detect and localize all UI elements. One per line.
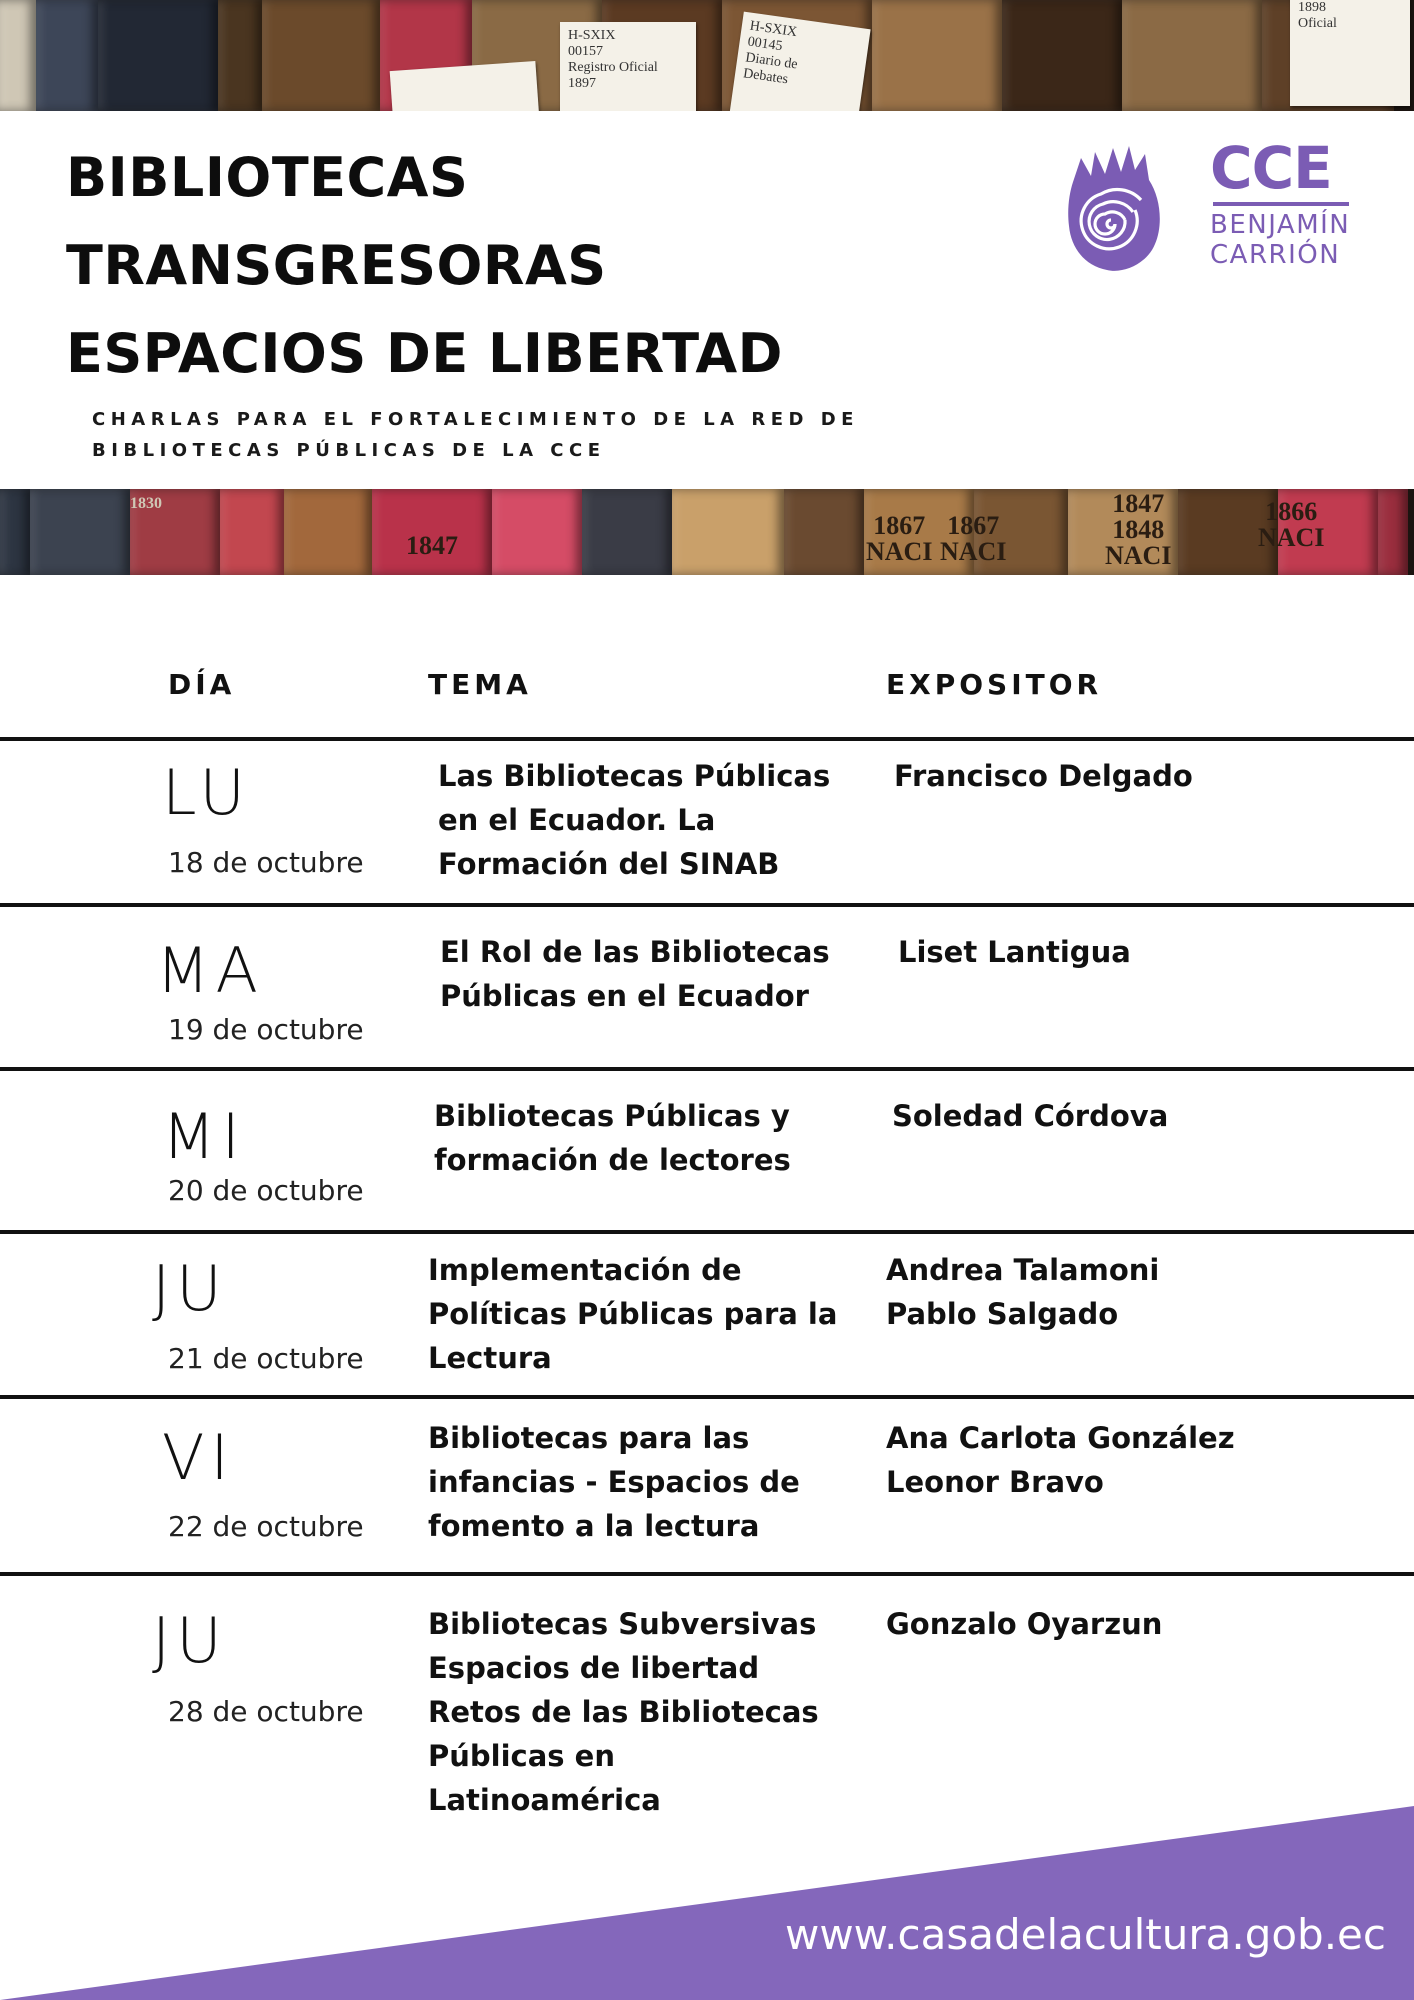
day-date: 22 de octubre: [168, 1510, 364, 1543]
logo-acronym: CCE: [1210, 134, 1332, 202]
book-spine: [0, 489, 30, 575]
talk-topic: El Rol de las Bibliotecas Públicas en el Ecuador: [440, 935, 830, 1013]
subtitle-line: CHARLAS PARA EL FORTALECIMIENTO DE LA RED DE: [92, 409, 859, 430]
bookshelf-photo-middle: [0, 489, 1414, 575]
talk-speakers: Liset Lantigua: [898, 935, 1131, 969]
table-divider: [0, 737, 1414, 741]
logo-divider: [1213, 202, 1349, 206]
day-code: LU: [162, 756, 251, 829]
footer-band: [0, 1806, 1414, 2000]
book-spine: [582, 489, 672, 575]
day-date: 20 de octubre: [168, 1174, 364, 1207]
talk-topic: Bibliotecas Subversivas Espacios de libertad Retos de las Bibliotecas Públicas en Latinoamérica: [428, 1607, 819, 1817]
book-spine: [262, 0, 380, 111]
book-spine: [98, 0, 218, 111]
table-divider: [0, 1572, 1414, 1576]
day-date: 19 de octubre: [168, 1013, 364, 1046]
day-code: JU: [152, 1252, 228, 1325]
talk-speakers: Soledad Córdova: [892, 1099, 1169, 1133]
book-spine: [1122, 0, 1262, 111]
book-spine: [30, 489, 130, 575]
page-title-line-3: ESPACIOS DE LIBERTAD: [66, 322, 783, 385]
subtitle-line: BIBLIOTECAS PÚBLICAS DE LA CCE: [92, 440, 606, 461]
talk-topic: Implementación de Políticas Públicas para la Lectura: [428, 1253, 838, 1375]
book-spine: [492, 489, 582, 575]
spine-year-label: 1830: [130, 495, 162, 512]
book-spine: [672, 489, 784, 575]
spine-year-label: 1847 1848 NACI: [1105, 489, 1172, 570]
book-spine: [284, 489, 372, 575]
day-code: VI: [162, 1421, 235, 1494]
logo-line-2: CARRIÓN: [1210, 240, 1341, 270]
column-header-day: DÍA: [168, 668, 236, 701]
talk-speakers: Andrea Talamoni Pablo Salgado: [886, 1253, 1160, 1331]
book-spine: [784, 489, 864, 575]
talk-topic: Bibliotecas para las infancias - Espacios de fomento a la lectura: [428, 1421, 800, 1543]
hand-spiral-icon: [1065, 140, 1165, 275]
table-divider: [0, 903, 1414, 907]
page-subtitle: [92, 404, 859, 466]
book-spine: [218, 0, 262, 111]
table-divider: [0, 1230, 1414, 1234]
logo-line-1: BENJAMÍN: [1210, 210, 1351, 240]
book-spine: [36, 0, 98, 111]
shelf-label-tag: H-SXIX 00157 Registro Oficial 1897: [560, 22, 696, 111]
website-link[interactable]: www.casadelacultura.gob.ec: [784, 1910, 1386, 1959]
talk-speakers: Francisco Delgado: [894, 759, 1193, 793]
day-code: JU: [152, 1604, 228, 1677]
book-spine: [1002, 0, 1122, 111]
spine-year-label: 1847: [406, 531, 458, 560]
shelf-label-tag: H-SXIX 00145 Diario de Debates: [729, 12, 870, 111]
day-date: 18 de octubre: [168, 846, 364, 879]
book-spine: [872, 0, 1002, 111]
spine-year-label: 1867 NACI: [866, 511, 933, 566]
day-date: 21 de octubre: [168, 1342, 364, 1375]
book-spine: [1378, 489, 1408, 575]
day-date: 28 de octubre: [168, 1695, 364, 1728]
column-header-topic: TEMA: [428, 668, 532, 701]
day-code: MA: [156, 934, 264, 1007]
table-divider: [0, 1395, 1414, 1399]
bookshelf-photo-top: [0, 0, 1414, 111]
page-title-line-2: TRANSGRESORAS: [66, 234, 607, 297]
book-spine: [220, 489, 284, 575]
book-spine: [0, 0, 36, 111]
talk-speakers: Gonzalo Oyarzun: [886, 1607, 1163, 1641]
spine-year-label: 1866 NACI: [1258, 497, 1325, 552]
table-divider: [0, 1067, 1414, 1071]
page-title-line-1: BIBLIOTECAS: [66, 146, 469, 209]
cce-logo: [1065, 134, 1365, 280]
footer-band-shape: [0, 1806, 1414, 2000]
talk-topic: Las Bibliotecas Públicas en el Ecuador. La Formación del SINAB: [438, 759, 831, 881]
spine-year-label: 1867 NACI: [940, 511, 1007, 566]
talk-speakers: Ana Carlota González Leonor Bravo: [886, 1421, 1235, 1499]
talk-topic: Bibliotecas Públicas y formación de lectores: [434, 1099, 791, 1177]
day-code: MI: [162, 1100, 246, 1173]
shelf-label-tag: 1898 Oficial: [1290, 0, 1410, 106]
column-header-speaker: EXPOSITOR: [886, 668, 1103, 701]
